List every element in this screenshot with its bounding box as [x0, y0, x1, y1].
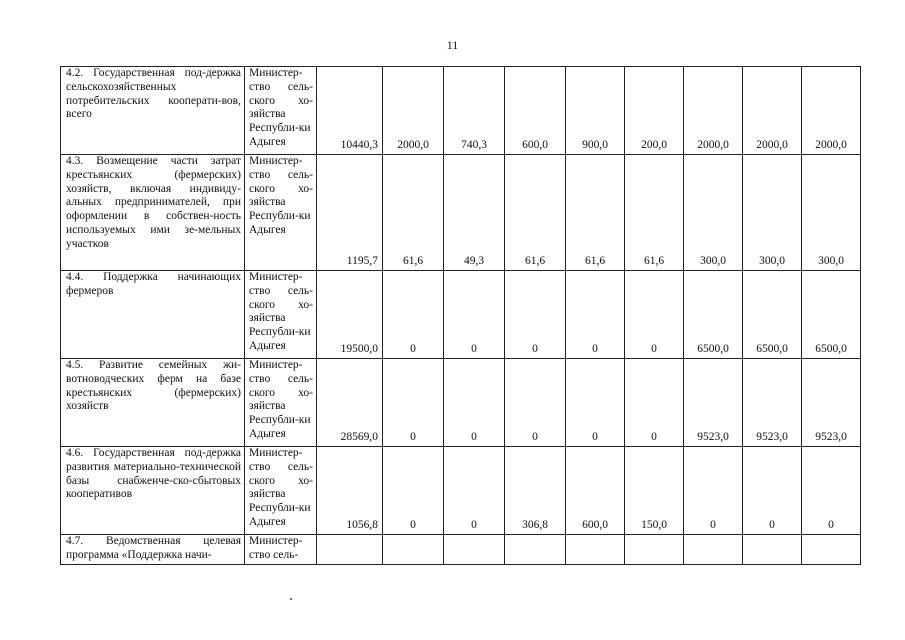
amount-cell: 600,0	[505, 67, 566, 155]
amount-cell: 61,6	[505, 155, 566, 271]
scan-speck	[290, 598, 292, 600]
amount-cell: 300,0	[743, 155, 802, 271]
amount-cell: 900,0	[566, 67, 625, 155]
amount-cell: 61,6	[383, 155, 444, 271]
measure-description: 4.5. Развитие семейных жи-вотноводческих ферм на базе крестьянских (фермерских) хозяйств	[61, 359, 245, 447]
amount-cell: 300,0	[684, 155, 743, 271]
budget-table	[60, 66, 861, 565]
amount-cell: 0	[444, 447, 505, 535]
executor-cell: Министер-ство сель-	[245, 535, 317, 565]
amount-cell: 6500,0	[802, 271, 861, 359]
amount-cell: 0	[802, 447, 861, 535]
amount-cell	[684, 535, 743, 565]
amount-cell: 2000,0	[743, 67, 802, 155]
amount-cell	[505, 535, 566, 565]
table-row	[61, 155, 861, 271]
amount-cell: 0	[566, 271, 625, 359]
amount-cell: 9523,0	[802, 359, 861, 447]
amount-cell: 0	[444, 271, 505, 359]
table-row	[61, 67, 861, 155]
executor-cell: Министер-ство сель-ского хо-зяйства Республи-ки Адыгея	[245, 67, 317, 155]
amount-cell: 0	[625, 271, 684, 359]
amount-total: 19500,0	[317, 271, 383, 359]
amount-cell	[383, 535, 444, 565]
table-row	[61, 271, 861, 359]
amount-cell: 306,8	[505, 447, 566, 535]
executor-cell: Министер-ство сель-ского хо-зяйства Республи-ки Адыгея	[245, 447, 317, 535]
amount-cell: 0	[383, 359, 444, 447]
amount-total	[317, 535, 383, 565]
amount-cell: 6500,0	[684, 271, 743, 359]
amount-cell	[625, 535, 684, 565]
table-row	[61, 447, 861, 535]
amount-cell	[743, 535, 802, 565]
amount-cell: 0	[625, 359, 684, 447]
amount-cell: 0	[444, 359, 505, 447]
amount-cell: 0	[383, 447, 444, 535]
amount-cell: 2000,0	[802, 67, 861, 155]
amount-cell: 2000,0	[383, 67, 444, 155]
measure-description: 4.6. Государственная под-держка развития материально-технической базы снабженче-ско-сбытовых кооперативов	[61, 447, 245, 535]
amount-total: 10440,3	[317, 67, 383, 155]
amount-cell	[566, 535, 625, 565]
amount-total: 1056,8	[317, 447, 383, 535]
amount-total: 28569,0	[317, 359, 383, 447]
amount-cell	[802, 535, 861, 565]
table-row	[61, 359, 861, 447]
executor-cell: Министер-ство сель-ского хо-зяйства Республи-ки Адыгея	[245, 359, 317, 447]
executor-cell: Министер-ство сель-ского хо-зяйства Республи-ки Адыгея	[245, 271, 317, 359]
amount-cell: 2000,0	[684, 67, 743, 155]
amount-cell: 150,0	[625, 447, 684, 535]
amount-cell: 300,0	[802, 155, 861, 271]
amount-cell: 9523,0	[743, 359, 802, 447]
amount-cell: 6500,0	[743, 271, 802, 359]
table-row	[61, 535, 861, 565]
measure-description: 4.4. Поддержка начинающих фермеров	[61, 271, 245, 359]
amount-cell: 9523,0	[684, 359, 743, 447]
amount-cell: 61,6	[566, 155, 625, 271]
measure-description: 4.7. Ведомственная целевая программа «Поддержка начи-	[61, 535, 245, 565]
amount-cell: 0	[684, 447, 743, 535]
measure-description: 4.3. Возмещение части затрат крестьянских (фермерских) хозяйств, включая индивиду-альных предпринимателей, при оформлении в собствен-ность используемых ими зе-мельных участков	[61, 155, 245, 271]
amount-cell	[444, 535, 505, 565]
executor-cell: Министер-ство сель-ского хо-зяйства Республи-ки Адыгея	[245, 155, 317, 271]
amount-cell: 0	[383, 271, 444, 359]
amount-cell: 600,0	[566, 447, 625, 535]
amount-cell: 49,3	[444, 155, 505, 271]
amount-cell: 61,6	[625, 155, 684, 271]
measure-description: 4.2. Государственная под-держка сельскохозяйственных потребительских кооперати-вов, всего	[61, 67, 245, 155]
amount-cell: 0	[566, 359, 625, 447]
amount-total: 1195,7	[317, 155, 383, 271]
amount-cell: 200,0	[625, 67, 684, 155]
amount-cell: 0	[505, 359, 566, 447]
amount-cell: 740,3	[444, 67, 505, 155]
amount-cell: 0	[505, 271, 566, 359]
page-number: 11	[446, 38, 459, 52]
amount-cell: 0	[743, 447, 802, 535]
